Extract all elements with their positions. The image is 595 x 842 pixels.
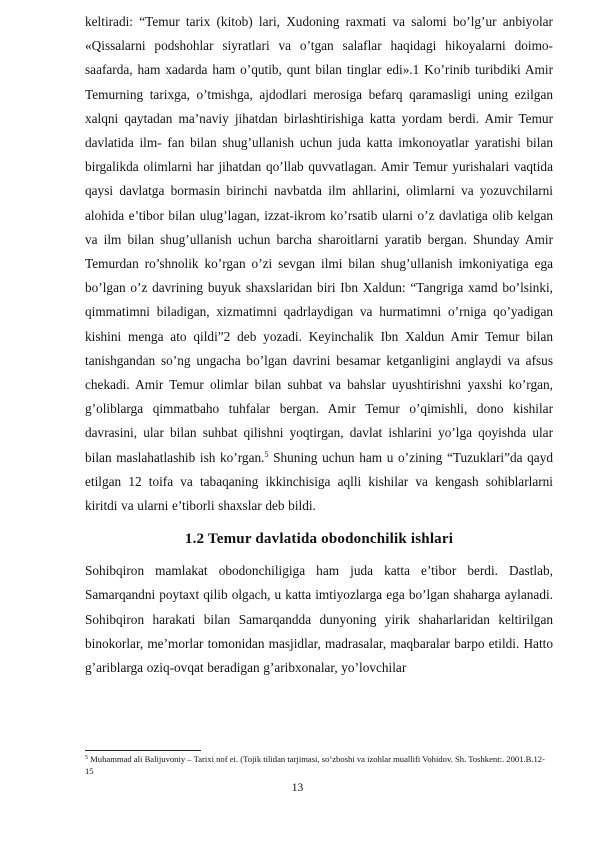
body-paragraph-2: Sohibqiron mamlakat obodonchiligiga ham juda katta e’tibor berdi. Dastlab, Samarqandni poytaxt qilib olgach, u katta imtiyozlarga ega bo’lgan shaharga aylanadi. Sohibqiron harakati bilan Samarqandda dunyoning yirik shaharlaridan keltirilgan binokorlar, me’morlar tomonidan masjidlar, madrasalar, maqbaralar barpo etildi. Hatto g’ariblarga oziq-ovqat beradigan g’aribxonalar, yo’lovchilar	[85, 563, 553, 676]
footnote-divider	[85, 750, 201, 751]
footnote	[85, 753, 553, 777]
section-heading: 1.2 Temur davlatida obodonchilik ishlari	[184, 531, 454, 548]
body-paragraph	[85, 10, 553, 518]
paragraph-text-continued: Shuning uchun ham u o’zining “Tuzuklari”da qayd etilgan 12 toifa va tabaqaning ikkinchisiga aqlli kishilar va kengash sohiblarlarni kiritdi va ularni e’tiborli shaxslar deb bildi.	[85, 449, 553, 514]
footnote-mark: 5	[85, 755, 88, 761]
footnote-text: Muhammad ali Balijuvoniy – Tarixi nof ei. (Tojik tilidan tarjimasi, so’zboshi va izohlar muallifi Vohidov. Sh. Toshkent:. 2001.B.12-15	[85, 754, 545, 776]
page-content	[85, 10, 553, 680]
page-number: 13	[291, 782, 304, 794]
footnote-reference[interactable]: 5	[264, 449, 269, 459]
paragraph-text: keltiradi: “Temur tarix (kitob) lari, Xudoning raxmati va salomi bo’lg’ur anbiyolar «Qissalarni podshohlar siyratlari va o’tgan salaflar haqidagi hikoyalarni doimo-saafarda, ham xadarda ham o’qutib, qunt bilan tinglar edi».1 Ko’rinib turibdiki Amir Temurning tarixga, o’tmishga, ajdodlari merosiga befarq qaramasligi uning ezilgan xalqni qaytadan ma’naviy jihatdan birlashtirishiga katta yordam berdi. Amir Temur davlatida ilm- fan bilan shug’ullanish uchun juda katta imkonoyatlar yaratishi bilan birgalikda olimlarni har jihatdan qo’llab quvvatlagan. Amir Temur yurishalari vaqtida qaysi davlatga bormasin birinchi navbatda ilm ahllarini, olimlarni va yozuvchilarni alohida e’tibor bilan ulug’lagan, izzat-ikrom ko’rsatib ularni o’z davlatiga olib kelgan va ilm bilan shug’ullanish uchun barcha sharoitlarni yaratib bergan. Shunday Amir Temurdan ro’shnolik ko’rgan o’zi sevgan ilmi bilan shug’ullanish imkoniyatiga ega bo’lgan o’z davrining buyuk shaxslaridan biri Ibn Xaldun: “Tangriga xamd bo’lsinki, qimmatimni biladigan, xizmatimni qadrlaydigan va hurmatimni o’rniga qo’yadigan kishini menga ato qildi”2 deb yozadi. Keyinchalik Ibn Xaldun Amir Temur bilan tanishgandan so’ng ungacha bo’lgan davrini besamar ketganligini anglaydi va afsus chekadi. Amir Temur olimlar bilan suhbat va bahslar uyushtirishni yaxshi ko’rgan, g’oliblarga qimmatbaho tuhfalar bergan. Amir Temur o’qimishli, dono kishilar davrasini, ular bilan suhbat qilishni yoqtirgan, davlat ishlarini yo’lga qoyishda ular bilan maslahatlashib ish ko’rgan.	[85, 14, 553, 465]
